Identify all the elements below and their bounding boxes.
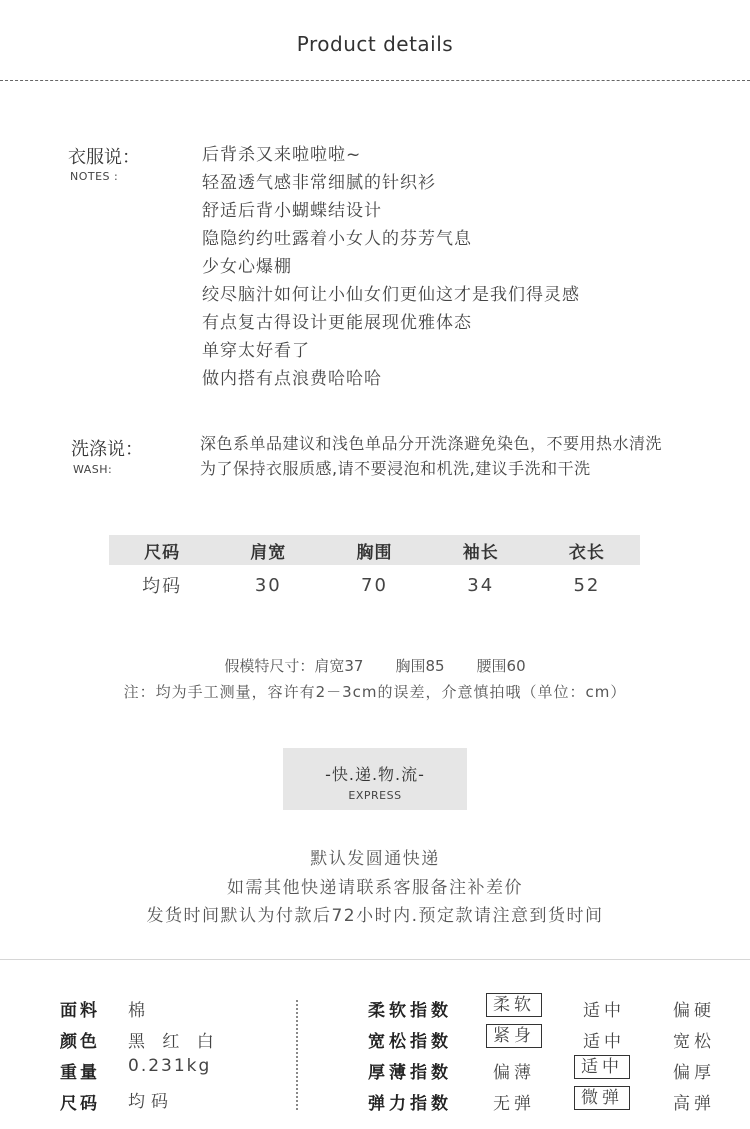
model-size-item: 腰围60	[476, 657, 526, 675]
index-option-elasticity-2: 微弹	[574, 1086, 630, 1110]
index-option-fit-1: 紧身	[486, 1024, 542, 1048]
attr-label-size: 尺码	[60, 1094, 100, 1114]
index-option-softness-3: 偏硬	[673, 1001, 715, 1021]
index-label-thickness: 厚薄指数	[368, 1063, 452, 1083]
title-dashed-divider	[0, 80, 750, 81]
notes-line: 舒适后背小蝴蝶结设计	[202, 201, 382, 221]
index-option-thickness-2: 适中	[574, 1055, 630, 1079]
express-box	[283, 748, 467, 810]
attr-label-fabric: 面料	[60, 1001, 100, 1021]
notes-label-en: NOTES :	[70, 170, 119, 183]
size-cell: 70	[361, 574, 388, 596]
model-size-item: 胸围85	[395, 657, 445, 675]
attr-value-color: 黑 红 白	[128, 1032, 220, 1052]
page-title: Product details	[296, 32, 454, 56]
wash-line: 为了保持衣服质感,请不要浸泡和机洗,建议手洗和干洗	[200, 459, 591, 478]
model-size-label: 假模特尺寸：	[224, 657, 315, 675]
notes-line: 轻盈透气感非常细腻的针织衫	[202, 173, 436, 193]
attr-label-color: 颜色	[60, 1032, 100, 1052]
notes-line: 隐隐约约吐露着小女人的芬芳气息	[202, 229, 472, 249]
size-table-header	[109, 535, 640, 565]
notes-line: 单穿太好看了	[202, 341, 310, 361]
notes-line: 做内搭有点浪费哈哈哈	[202, 369, 382, 389]
wash-line: 深色系单品建议和浅色单品分开洗涤避免染色，不要用热水清洗	[200, 434, 663, 453]
size-header-cell: 肩宽	[250, 542, 287, 563]
size-table	[109, 535, 640, 605]
model-size-item: 肩宽37	[314, 657, 364, 675]
index-option-softness-2: 适中	[583, 1001, 625, 1021]
wash-label-en: WASH:	[73, 463, 113, 476]
index-option-elasticity-3: 高弹	[673, 1094, 715, 1114]
attr-value-fabric: 棉	[128, 1001, 151, 1021]
size-header-cell: 胸围	[356, 542, 393, 563]
notes-text	[202, 141, 580, 393]
shipping-line: 发货时间默认为付款后72小时内.预定款请注意到货时间	[146, 906, 604, 926]
size-table-row	[109, 565, 640, 605]
wash-text	[200, 431, 662, 481]
wash-label: 洗涤说：	[71, 439, 143, 460]
express-subtitle: EXPRESS	[348, 789, 402, 802]
attr-label-weight: 重量	[60, 1063, 100, 1083]
notes-line: 绞尽脑汁如何让小仙女们更仙这才是我们得灵感	[202, 285, 580, 305]
notes-line: 有点复古得设计更能展现优雅体态	[202, 313, 472, 333]
notes-line: 少女心爆棚	[202, 257, 292, 277]
size-header-cell: 衣长	[568, 542, 605, 563]
attr-value-weight: 0.231kg	[128, 1056, 212, 1076]
index-option-fit-3: 宽松	[673, 1032, 715, 1052]
shipping-text	[0, 845, 750, 931]
index-option-softness-1: 柔软	[486, 993, 542, 1017]
shipping-line: 如需其他快递请联系客服备注补差价	[227, 877, 523, 898]
size-cell: 30	[254, 574, 282, 596]
index-option-thickness-3: 偏厚	[673, 1063, 715, 1083]
notes-line: 后背杀又来啦啦啦~	[202, 145, 362, 165]
size-cell: 52	[573, 574, 601, 596]
size-cell: 34	[467, 574, 495, 596]
size-cell: 均码	[142, 576, 183, 597]
size-header-cell: 袖长	[462, 542, 499, 563]
express-title: -快.递.物.流-	[325, 765, 425, 784]
attr-value-size: 均码	[128, 1092, 174, 1112]
measure-note: 注：均为手工测量，容许有2－3cm的误差，介意慎拍哦（单位：cm）	[123, 683, 627, 701]
attributes-dotted-divider	[296, 1000, 298, 1110]
shipping-line: 默认发圆通快递	[310, 849, 440, 869]
index-option-elasticity-1: 无弹	[493, 1094, 535, 1114]
index-option-thickness-1: 偏薄	[493, 1063, 535, 1083]
index-label-fit: 宽松指数	[368, 1032, 452, 1052]
section-divider	[0, 959, 750, 960]
size-header-cell: 尺码	[144, 542, 181, 563]
index-label-elasticity: 弹力指数	[368, 1094, 452, 1114]
index-label-softness: 柔软指数	[368, 1001, 452, 1021]
index-option-fit-2: 适中	[583, 1032, 625, 1052]
notes-label: 衣服说：	[68, 147, 140, 168]
model-size-note	[0, 655, 750, 676]
